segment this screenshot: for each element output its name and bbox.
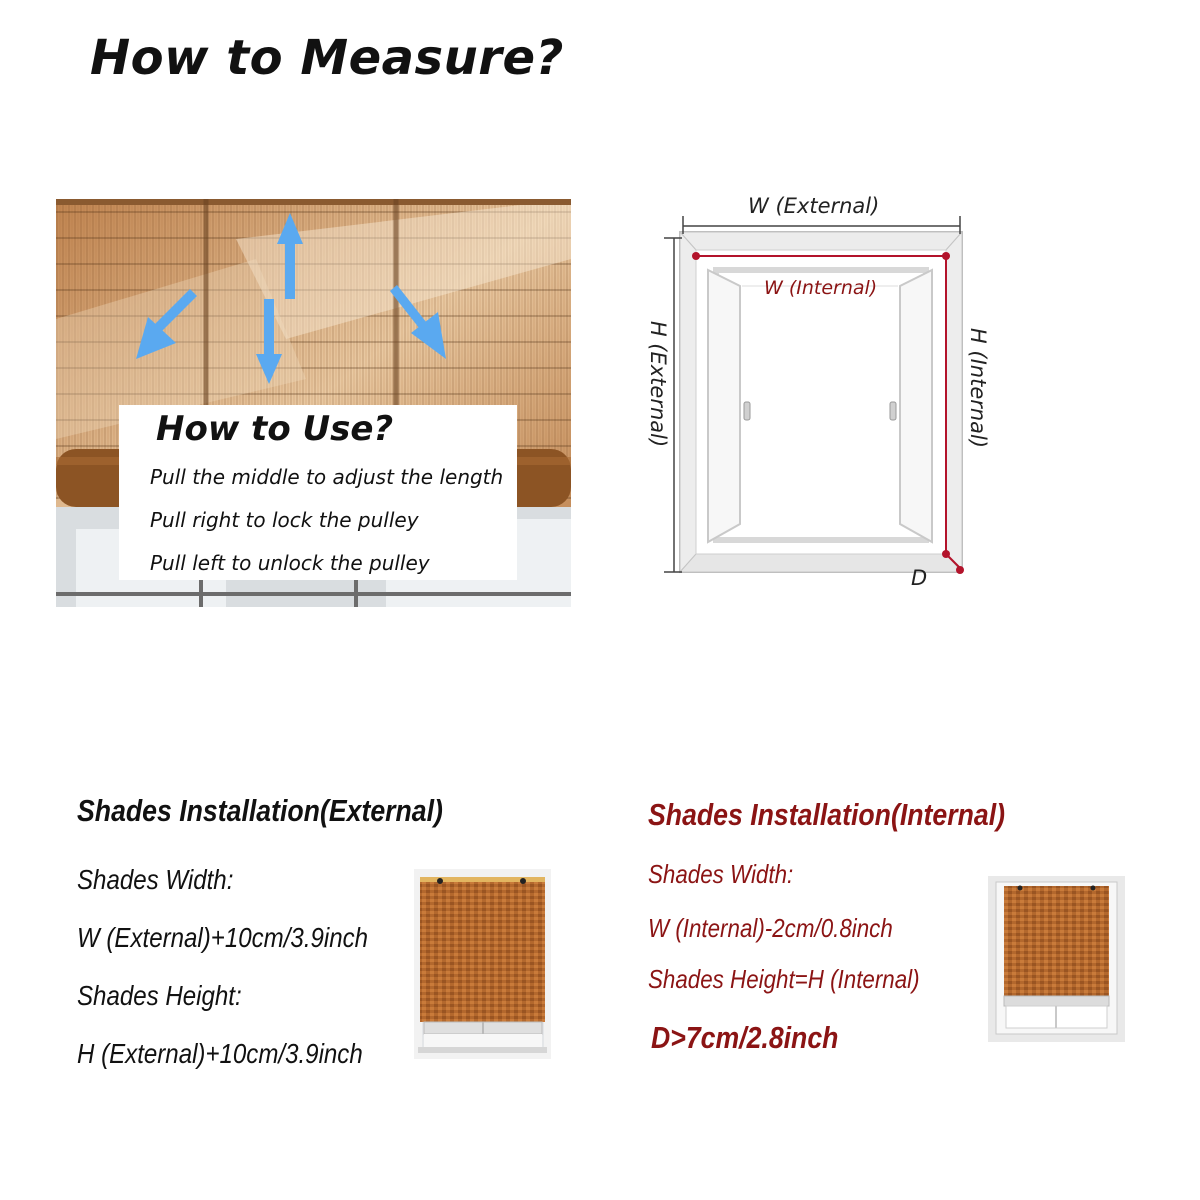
window-measure-diagram <box>640 190 990 610</box>
how-to-use-box <box>119 405 517 580</box>
use-instruction-unlock: Pull left to unlock the pulley <box>150 551 430 575</box>
use-instruction-lock: Pull right to lock the pulley <box>150 508 419 532</box>
internal-width-value: W (Internal)-2cm/0.8inch <box>648 913 893 943</box>
external-height-value: H (External)+10cm/3.9inch <box>77 1038 363 1069</box>
depth-requirement: D>7cm/2.8inch <box>651 1020 839 1055</box>
external-heading: Shades Installation(External) <box>77 793 443 828</box>
external-shade-thumbnail <box>414 869 551 1059</box>
external-height-label: Shades Height: <box>77 980 242 1011</box>
d-depth-label: D <box>911 566 928 590</box>
internal-width-label: Shades Width: <box>648 859 794 889</box>
h-external-label: H (External) <box>646 320 670 448</box>
page-title: How to Measure? <box>90 30 564 86</box>
w-internal-label: W (Internal) <box>764 277 878 299</box>
w-external-label: W (External) <box>748 194 880 218</box>
h-internal-label: H (Internal) <box>966 327 990 449</box>
use-instruction-adjust: Pull the middle to adjust the length <box>150 465 504 489</box>
internal-shade-thumbnail <box>988 876 1125 1042</box>
external-width-value: W (External)+10cm/3.9inch <box>77 922 369 953</box>
internal-height-value: Shades Height=H (Internal) <box>648 964 920 994</box>
external-width-label: Shades Width: <box>77 864 234 895</box>
internal-heading: Shades Installation(Internal) <box>648 797 1006 832</box>
how-to-use-title: How to Use? <box>156 409 394 449</box>
